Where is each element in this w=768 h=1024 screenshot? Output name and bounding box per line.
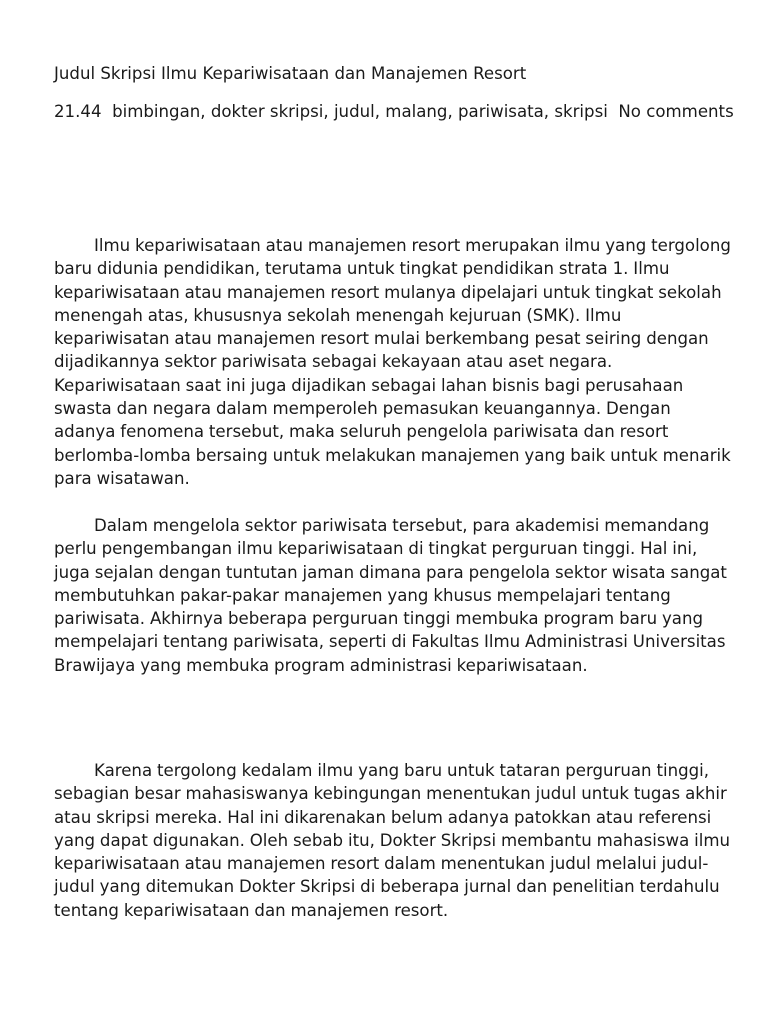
paragraph-3: Karena tergolong kedalam ilmu yang baru untuk tataran perguruan tinggi, sebagian besar mahasiswanya kebingungan menentukan judul untuk tugas akhir atau skripsi mereka. Hal ini dikarenakan belum adanya patokkan atau referensi yang dapat digunakan. Oleh sebab itu, Dokter Skripsi membantu mahasiswa ilmu kepariwisataan atau manajemen resort dalam menentukan judul melalui judul-judul yang ditemukan Dokter Skripsi di beberapa jurnal dan penelitian terdahulu tentang kepariwisataan dan manajemen resort.: [54, 761, 731, 920]
post-comments-link[interactable]: No comments: [618, 102, 734, 121]
paragraph-1: Ilmu kepariwisataan atau manajemen resort merupakan ilmu yang tergolong baru didunia pendidikan, terutama untuk tingkat pendidikan strata 1. Ilmu kepariwisataan atau manajemen resort mulanya dipelajari untuk tingkat sekolah menengah atas, khususnya sekolah menengah kejuruan (SMK). Ilmu kepariwisatan atau manajemen resort mulai berkembang pesat seiring dengan dijadikannya sektor pariwisata sebagai kekayaan atau aset negara. Kepariwisataan saat ini juga dijadikan sebagai lahan bisnis bagi perusahaan swasta dan negara dalam memperoleh pemasukan keuangannya. Dengan adanya fenomena tersebut, maka seluruh pengelola pariwisata dan resort berlomba-lomba bersaing untuk melakukan manajemen yang baik untuk menarik para wisatawan.: [54, 236, 731, 488]
document-title: Judul Skripsi Ilmu Kepariwisataan dan Manajemen Resort: [54, 64, 527, 83]
post-time: 21.44: [54, 102, 102, 121]
paragraph-2: Dalam mengelola sektor pariwisata tersebut, para akademisi memandang perlu pengembangan ilmu kepariwisataan di tingkat perguruan tinggi. Hal ini, juga sejalan dengan tuntutan jaman dimana para pengelola sektor wisata sangat membutuhkan pakar-pakar manajemen yang khusus mempelajari tentang pariwisata. Akhirnya beberapa perguruan tinggi membuka program baru yang mempelajari tentang pariwisata, seperti di Fakultas Ilmu Administrasi Universitas Brawijaya yang membuka program administrasi kepariwisataan.: [54, 516, 727, 675]
post-meta: [54, 100, 734, 123]
post-tags[interactable]: bimbingan, dokter skripsi, judul, malang, pariwisata, skripsi: [112, 102, 608, 121]
